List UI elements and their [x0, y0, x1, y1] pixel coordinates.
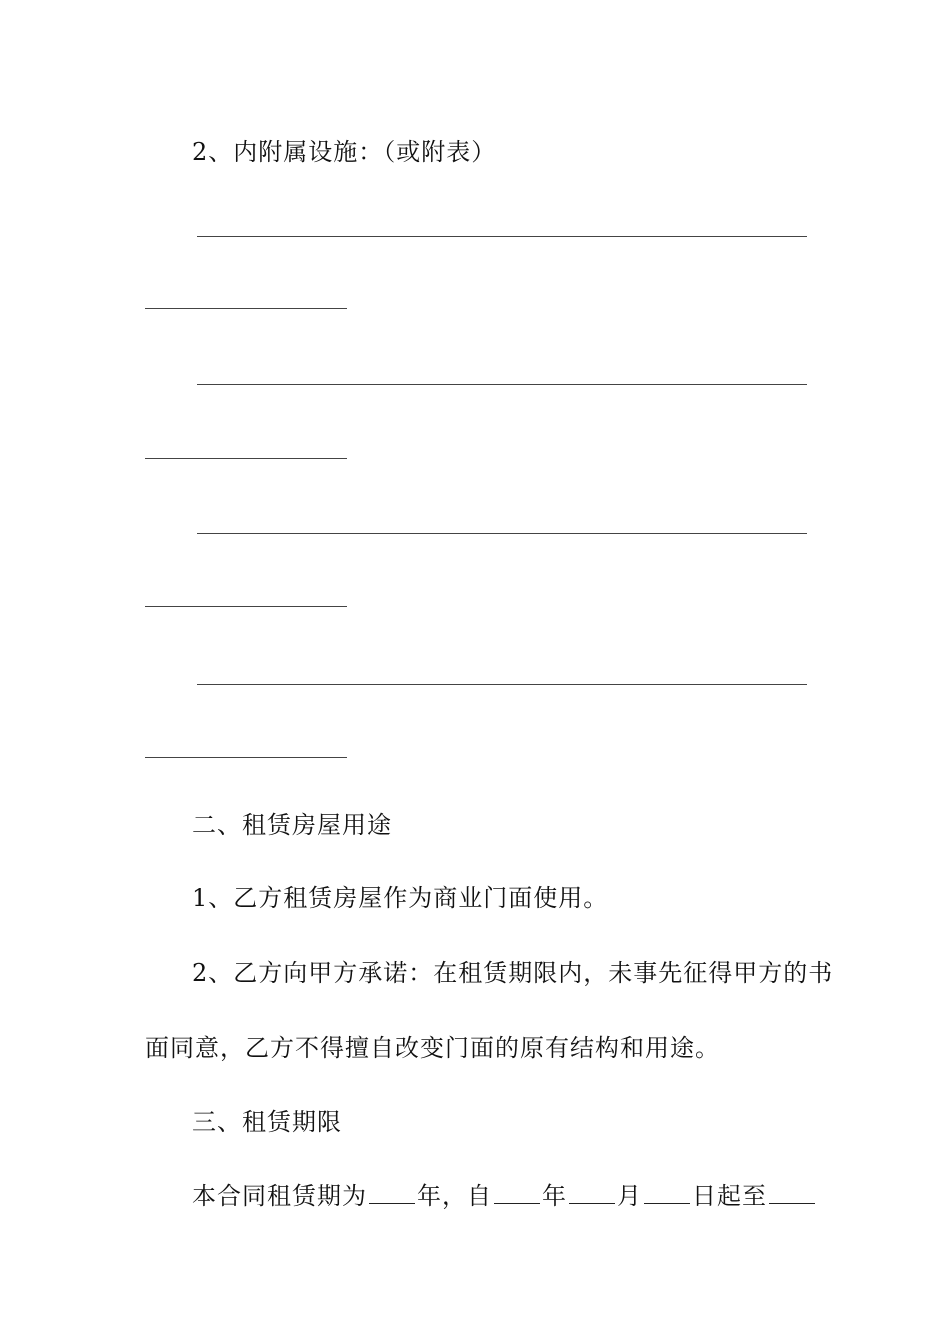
facilities-blank-line-3a [197, 533, 807, 534]
term-text-3: 年 [542, 1182, 567, 1210]
facilities-blank-line-1a [197, 236, 807, 237]
facilities-blank-line-1b [145, 308, 347, 309]
start-year-blank [494, 1181, 540, 1204]
section-heading-usage: 二、租赁房屋用途 [192, 811, 392, 839]
facilities-blank-line-3b [145, 606, 347, 607]
usage-clause-2-line-2: 面同意，乙方不得擅自改变门面的原有结构和用途。 [145, 1034, 720, 1062]
end-blank [769, 1181, 815, 1204]
term-text-5: 日起至 [692, 1182, 767, 1210]
term-clause [192, 1181, 817, 1211]
term-text-4: 月 [617, 1182, 642, 1210]
term-years-blank [369, 1181, 415, 1204]
facilities-blank-line-4b [145, 757, 347, 758]
usage-clause-1: 1、乙方租赁房屋作为商业门面使用。 [192, 884, 609, 912]
term-text-1: 本合同租赁期为 [192, 1182, 367, 1210]
start-month-blank [569, 1181, 615, 1204]
facilities-blank-line-2a [197, 384, 807, 385]
term-text-2: 年，自 [417, 1182, 492, 1210]
facilities-blank-line-2b [145, 458, 347, 459]
facilities-blank-line-4a [197, 684, 807, 685]
facilities-item: 2、内附属设施：（或附表） [192, 138, 497, 166]
start-day-blank [644, 1181, 690, 1204]
usage-clause-2-line-1: 2、乙方向甲方承诺：在租赁期限内，未事先征得甲方的书 [192, 959, 834, 987]
section-heading-term: 三、租赁期限 [192, 1108, 342, 1136]
